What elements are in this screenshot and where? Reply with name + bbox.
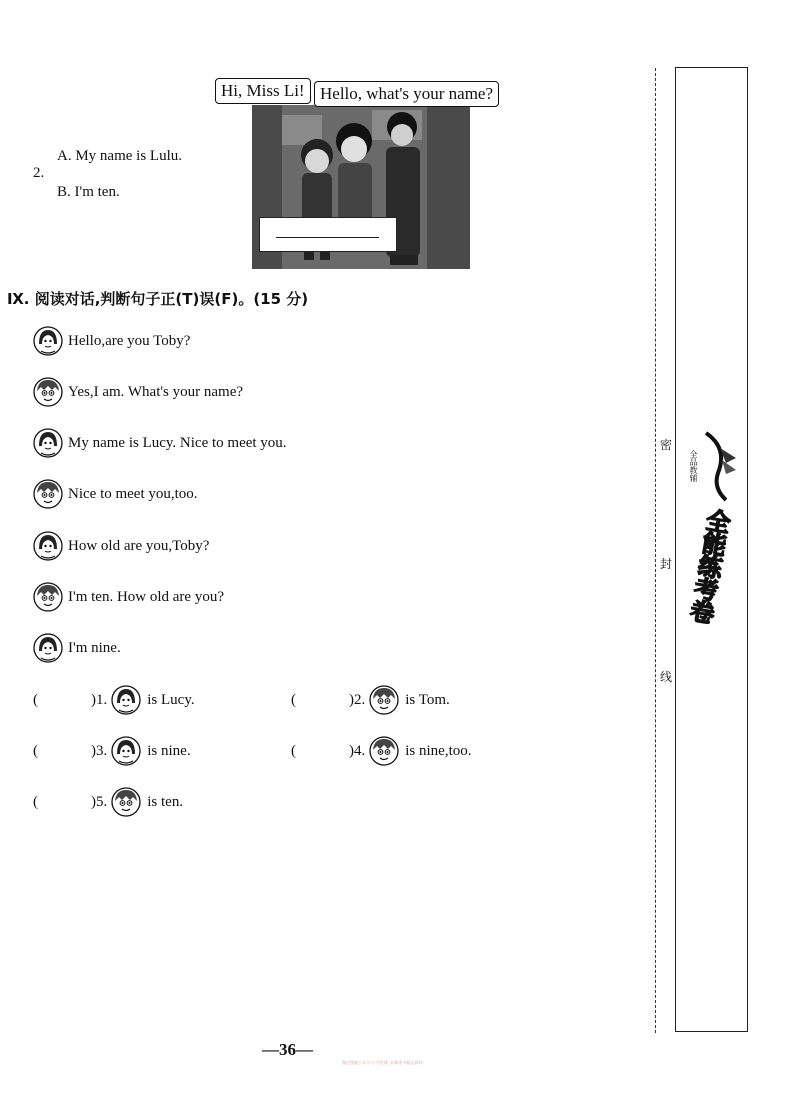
dialogue-line [33, 375, 243, 409]
girl-avatar-icon [111, 736, 141, 766]
item-number: )2. [349, 691, 366, 708]
dialogue-text: I'm nine. [68, 639, 121, 656]
girl-avatar-icon [33, 428, 63, 458]
item-number: )3. [91, 742, 108, 759]
seal-char-feng: 封 [660, 557, 673, 571]
item-number: )4. [349, 742, 366, 759]
brand-title-text: 全能练考卷 [683, 505, 732, 624]
binding-dashed-line [655, 68, 656, 1033]
judgment-item [291, 683, 450, 717]
brand-small-text: 全品教辅 [689, 450, 698, 482]
girl-avatar-icon [33, 531, 63, 561]
page-number: —36— [262, 1040, 313, 1059]
item-text: is ten. [147, 793, 184, 810]
dialogue-line [33, 426, 287, 460]
dialogue-text: My name is Lucy. Nice to meet you. [68, 434, 287, 451]
question-number: 2. [33, 165, 45, 181]
girl-avatar-icon [33, 326, 63, 356]
dialogue-text: How old are you,Toby? [68, 537, 210, 554]
brand-logo-icon [698, 428, 738, 508]
seal-char-mi: 密 [660, 438, 673, 452]
dialogue-text: I'm ten. How old are you? [68, 588, 224, 605]
dialogue-line [33, 631, 121, 665]
boy-avatar-icon [33, 377, 63, 407]
item-number: )1. [91, 691, 108, 708]
dialogue-line [33, 580, 224, 614]
judgment-item [291, 734, 472, 768]
answer-paren[interactable]: ( [291, 691, 296, 708]
girl-avatar-icon [111, 685, 141, 715]
dialogue-line [33, 477, 198, 511]
judgment-item [33, 683, 195, 717]
option-b: B. I'm ten. [57, 184, 120, 200]
answer-paren[interactable]: ( [33, 793, 38, 810]
item-text: is Lucy. [147, 691, 195, 708]
dialogue-text: Hello,are you Toby? [68, 332, 191, 349]
judgment-item [33, 734, 191, 768]
item-text: is Tom. [405, 691, 450, 708]
answer-box [259, 217, 397, 252]
dialogue-text: Nice to meet you,too. [68, 485, 198, 502]
judgment-item [33, 785, 183, 819]
boy-avatar-icon [33, 582, 63, 612]
brand-title [683, 500, 732, 630]
dialogue-line [33, 324, 190, 358]
answer-paren[interactable]: ( [291, 742, 296, 759]
girl-avatar-icon [33, 633, 63, 663]
answer-blank [276, 237, 379, 238]
dialogue-text: Yes,I am. What's your name? [68, 383, 244, 400]
item-number: )5. [91, 793, 108, 810]
answer-paren[interactable]: ( [33, 742, 38, 759]
dialogue-line [33, 529, 209, 563]
answer-paren[interactable]: ( [33, 691, 38, 708]
item-text: is nine. [147, 742, 191, 759]
boy-avatar-icon [33, 479, 63, 509]
section-title: Ⅸ. 阅读对话,判断句子正(T)误(F)。(15 分) [7, 290, 309, 308]
option-a: A. My name is Lulu. [57, 148, 182, 164]
boy-avatar-icon [369, 685, 399, 715]
boy-avatar-icon [111, 787, 141, 817]
speech-bubble-1: Hi, Miss Li! [215, 78, 311, 104]
item-text: is nine,too. [405, 742, 472, 759]
seal-char-xian: 线 [660, 670, 673, 684]
watermark: 微信搜索公众号“小学优课”,获取更多精品资料! [342, 1060, 424, 1065]
speech-bubble-2: Hello, what's your name? [314, 81, 499, 107]
boy-avatar-icon [369, 736, 399, 766]
